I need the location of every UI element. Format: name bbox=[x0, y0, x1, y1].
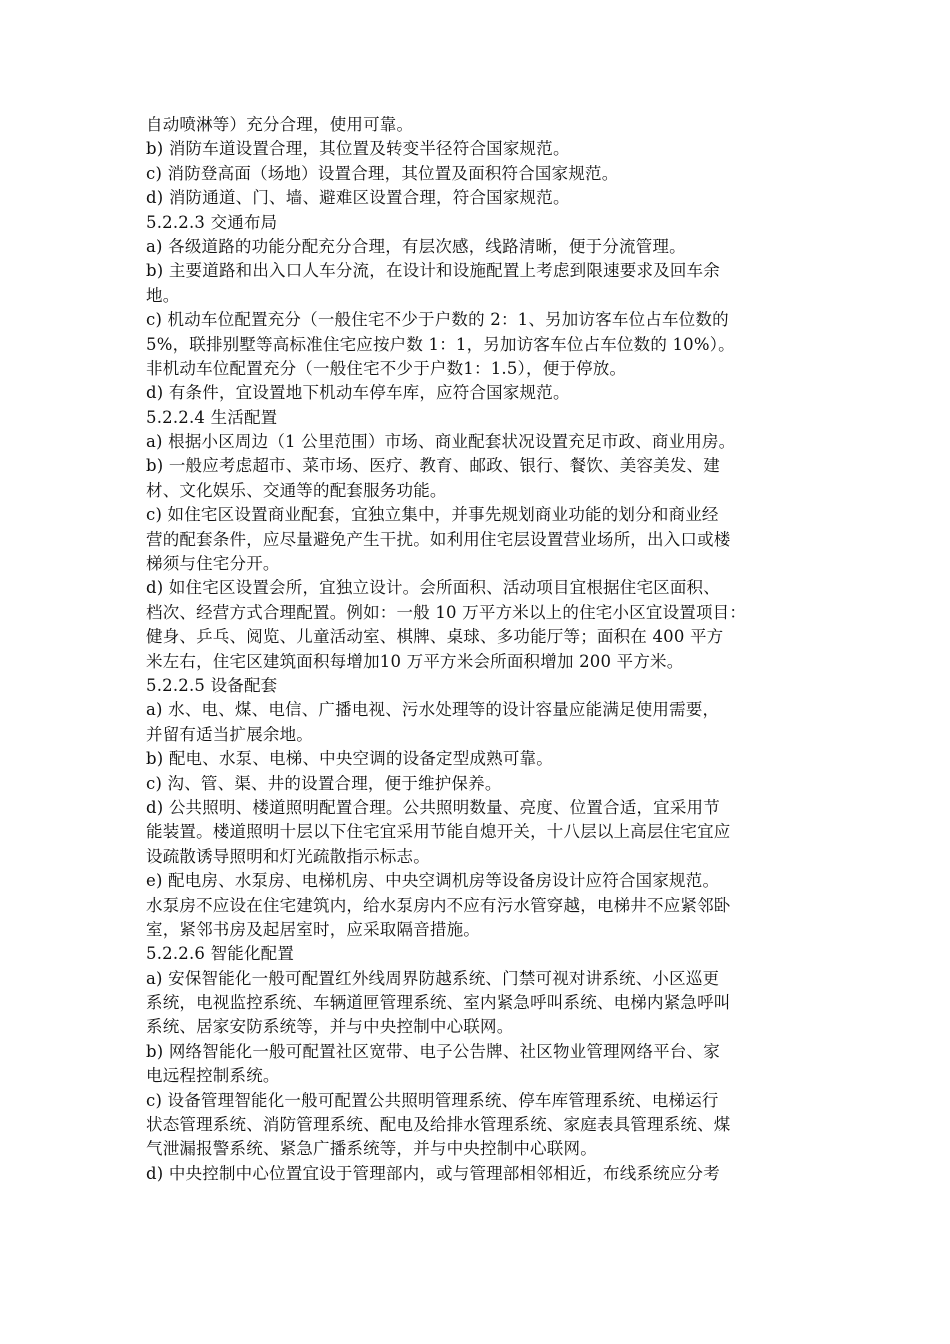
text-line: 电远程控制系统。 bbox=[146, 1066, 280, 1086]
section-heading: 5.2.2.6 智能化配置 bbox=[146, 944, 295, 964]
text-line: 梯须与住宅分开。 bbox=[146, 554, 280, 574]
text-line: 米左右，住宅区建筑面积每增加10 万平方米会所面积增加 200 平方米。 bbox=[146, 651, 684, 671]
text-line: c) 设备管理智能化一般可配置公共照明管理系统、停车库管理系统、电梯运行 bbox=[146, 1090, 719, 1110]
text-line: d) 消防通道、门、墙、避难区设置合理，符合国家规范。 bbox=[146, 188, 570, 208]
text-line: 室，紧邻书房及起居室时，应采取隔音措施。 bbox=[146, 919, 480, 939]
document-body bbox=[146, 113, 816, 1186]
text-line: 材、文化娱乐、交通等的配套服务功能。 bbox=[146, 480, 447, 500]
text-line: 能装置。楼道照明十层以下住宅宜采用节能自熄开关，十八层以上高层住宅宜应 bbox=[146, 822, 731, 842]
text-line: d) 公共照明、楼道照明配置合理。公共照明数量、亮度、位置合适，宜采用节 bbox=[146, 797, 720, 817]
text-line: 系统、居家安防系统等，并与中央控制中心联网。 bbox=[146, 1017, 514, 1037]
text-line: c) 机动车位配置充分（一般住宅不少于户数的 2：1、另加访客车位占车位数的 bbox=[146, 310, 729, 330]
text-line: b) 网络智能化一般可配置社区宽带、电子公告牌、社区物业管理网络平台、家 bbox=[146, 1041, 720, 1061]
text-line: d) 有条件，宜设置地下机动车停车库，应符合国家规范。 bbox=[146, 383, 570, 403]
text-line: 档次、经营方式合理配置。例如：一般 10 万平方米以上的住宅小区宜设置项目： bbox=[146, 602, 747, 622]
text-line: 状态管理系统、消防管理系统、配电及给排水管理系统、家庭表具管理系统、煤 bbox=[146, 1115, 731, 1135]
text-line: 地。 bbox=[146, 285, 180, 305]
text-line: d) 如住宅区设置会所，宜独立设计。会所面积、活动项目宜根据住宅区面积、 bbox=[146, 578, 720, 598]
text-line: a) 安保智能化一般可配置红外线周界防越系统、门禁可视对讲系统、小区巡更 bbox=[146, 968, 720, 988]
text-line: a) 各级道路的功能分配充分合理，有层次感，线路清晰，便于分流管理。 bbox=[146, 236, 686, 256]
section-heading: 5.2.2.3 交通布局 bbox=[146, 212, 278, 232]
text-line: 并留有适当扩展余地。 bbox=[146, 724, 313, 744]
text-line: b) 一般应考虑超市、菜市场、医疗、教育、邮政、银行、餐饮、美容美发、建 bbox=[146, 456, 720, 476]
text-line: b) 消防车道设置合理，其位置及转变半径符合国家规范。 bbox=[146, 139, 570, 159]
text-line: 5%，联排别墅等高标准住宅应按户数 1：1，另加访客车位占车位数的 10%）。 bbox=[146, 334, 735, 354]
text-line: 水泵房不应设在住宅建筑内，给水泵房内不应有污水管穿越，电梯井不应紧邻卧 bbox=[146, 895, 731, 915]
section-heading: 5.2.2.5 设备配套 bbox=[146, 675, 278, 695]
text-line: d) 中央控制中心位置宜设于管理部内，或与管理部相邻相近，布线系统应分考 bbox=[146, 1163, 720, 1183]
text-line: b) 配电、水泵、电梯、中央空调的设备定型成熟可靠。 bbox=[146, 749, 553, 769]
text-line: e) 配电房、水泵房、电梯机房、中央空调机房等设备房设计应符合国家规范。 bbox=[146, 871, 720, 891]
text-line: c) 沟、管、渠、井的设置合理，便于维护保养。 bbox=[146, 773, 502, 793]
text-line: b) 主要道路和出入口人车分流，在设计和设施配置上考虑到限速要求及回车余 bbox=[146, 261, 720, 281]
text-line: a) 水、电、煤、电信、广播电视、污水处理等的设计容量应能满足使用需要， bbox=[146, 700, 720, 720]
text-line: 营的配套条件，应尽量避免产生干扰。如利用住宅层设置营业场所，出入口或楼 bbox=[146, 529, 731, 549]
text-line: 健身、乒乓、阅览、儿童活动室、棋牌、桌球、多功能厅等；面积在 400 平方 bbox=[146, 627, 724, 647]
text-line: c) 如住宅区设置商业配套，宜独立集中，并事先规划商业功能的划分和商业经 bbox=[146, 505, 719, 525]
text-line: 自动喷淋等）充分合理，使用可靠。 bbox=[146, 115, 414, 134]
text-line: 设疏散诱导照明和灯光疏散指示标志。 bbox=[146, 846, 430, 866]
text-line: a) 根据小区周边（1 公里范围）市场、商业配套状况设置充足市政、商业用房。 bbox=[146, 432, 736, 452]
section-heading: 5.2.2.4 生活配置 bbox=[146, 407, 278, 427]
text-line: c) 消防登高面（场地）设置合理，其位置及面积符合国家规范。 bbox=[146, 163, 619, 183]
text-line: 系统，电视监控系统、车辆道匣管理系统、室内紧急呼叫系统、电梯内紧急呼叫 bbox=[146, 993, 731, 1013]
text-line: 气泄漏报警系统、紧急广播系统等，并与中央控制中心联网。 bbox=[146, 1139, 597, 1159]
text-line: 非机动车位配置充分（一般住宅不少于户数1：1.5），便于停放。 bbox=[146, 358, 627, 378]
